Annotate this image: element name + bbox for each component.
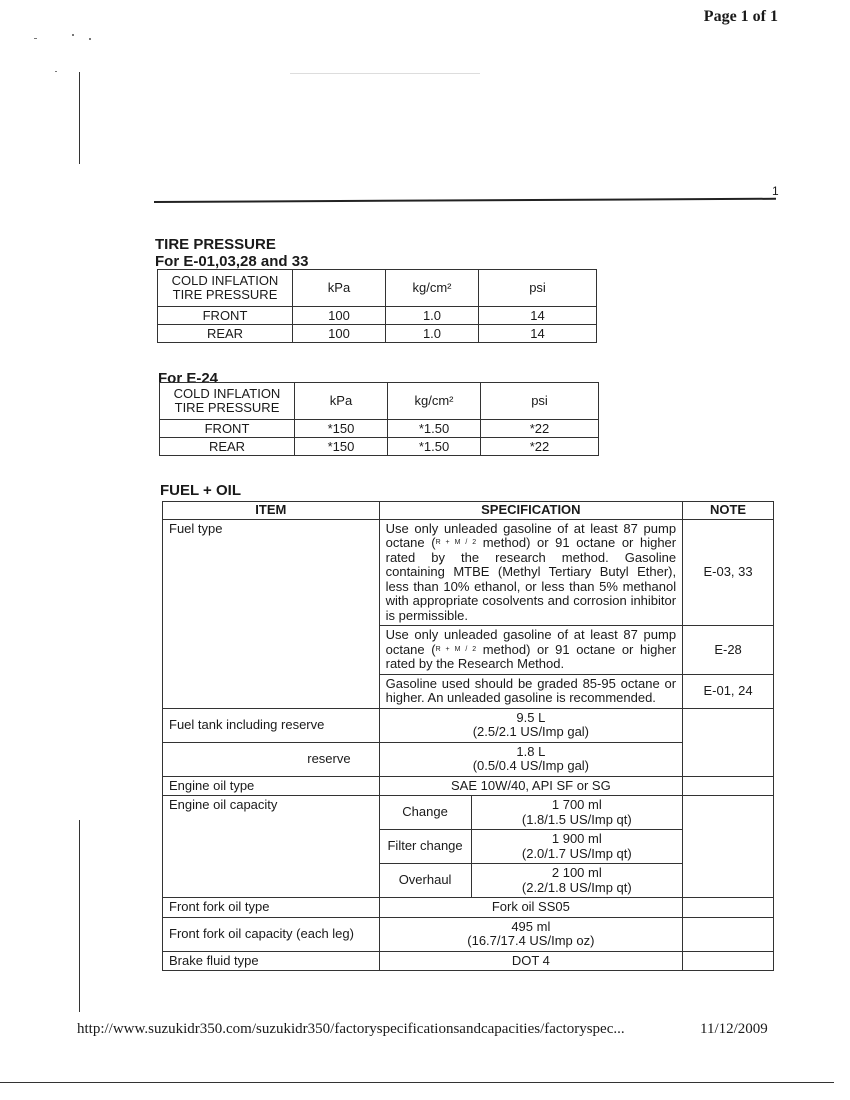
octane-formula: R + M / 2 [435, 645, 477, 653]
fork-oil-type-note [683, 898, 774, 918]
row-label: FRONT [158, 307, 293, 325]
kgcm2-value: *1.50 [388, 420, 481, 438]
kpa-value: *150 [295, 420, 388, 438]
fuel-type-spec-1 [379, 519, 682, 626]
oil-overhaul-value [471, 864, 683, 898]
header-rule [154, 198, 776, 203]
octane-formula: R + M / 2 [435, 539, 477, 546]
reserve-label: reserve [163, 742, 380, 776]
fuel-type-note-1: E-03, 33 [683, 519, 774, 626]
kpa-value: *150 [295, 438, 388, 456]
spec-line: (0.5/0.4 US/Imp gal) [472, 758, 590, 773]
spec-line: 1.8 L [516, 743, 546, 759]
kpa-value: 100 [293, 307, 386, 325]
tire-pressure-table-1 [157, 269, 597, 343]
fork-oil-capacity-note [683, 917, 774, 951]
row-label: REAR [158, 325, 293, 343]
spec-line: 9.5 L [516, 709, 546, 725]
scan-speck [34, 38, 37, 39]
page-number: Page 1 of 1 [703, 8, 778, 25]
fork-oil-capacity-label: Front fork oil capacity (each leg) [163, 917, 380, 951]
psi-value: *22 [481, 420, 599, 438]
table-row [160, 420, 599, 438]
table-row [158, 307, 597, 325]
tire-pressure-table-2 [159, 382, 599, 456]
footer-date: 11/12/2009 [700, 1021, 768, 1037]
fuel-tank-note [683, 708, 774, 776]
table-row [163, 796, 774, 830]
table-header-row [158, 270, 597, 307]
engine-oil-type-note [683, 776, 774, 796]
brake-fluid-spec: DOT 4 [379, 951, 682, 971]
table-row [163, 776, 774, 796]
spec-line: (1.8/1.5 US/Imp qt) [521, 811, 632, 827]
scan-speck [89, 38, 91, 40]
table-row [163, 917, 774, 951]
table-row [163, 742, 774, 776]
fork-oil-type-label: Front fork oil type [163, 898, 380, 918]
fuel-type-note-3: E-01, 24 [683, 674, 774, 708]
row-label: FRONT [160, 420, 295, 438]
tire-table-1-caption: For E-01,03,28 and 33 [155, 253, 309, 270]
psi-value: 14 [479, 325, 597, 343]
spec-text: Use only unleaded gasoline of at least 87 pump octane ( [385, 627, 677, 657]
table-row [160, 438, 599, 456]
row-label: REAR [160, 438, 295, 456]
scan-speck [72, 34, 74, 36]
header-cold-inflation: COLD INFLATION TIRE PRESSURE [160, 383, 295, 420]
footer-url: http://www.suzukidr350.com/suzukidr350/factoryspecificationsandcapacities/factoryspec... [77, 1021, 625, 1037]
spec-line: (16.7/17.4 US/Imp oz) [467, 933, 595, 948]
header-kpa: kPa [295, 383, 388, 420]
spec-line: (2.0/1.7 US/Imp qt) [521, 845, 632, 861]
corner-page-mark: 1 [772, 184, 779, 198]
table-row [163, 708, 774, 742]
table-header-row [160, 383, 599, 420]
scan-faint-line [290, 73, 480, 74]
spec-line: (2.2/1.8 US/Imp qt) [521, 879, 632, 895]
header-item: ITEM [163, 502, 380, 520]
scan-margin-line [79, 72, 80, 164]
oil-change-label: Change [379, 796, 471, 830]
brake-fluid-note [683, 951, 774, 971]
spec-line: (2.5/2.1 US/Imp gal) [472, 724, 590, 739]
header-kpa: kPa [293, 270, 386, 307]
brake-fluid-label: Brake fluid type [163, 951, 380, 971]
spec-text: method) or 91 octane or higher rated by the research method. Gasoline containing MTBE (Methyl Tertiary Butyl Ether), less than 10% ethanol, or less than 5% methanol with appropriate cosolvents and corrosion inhibitor is permissible. [385, 535, 677, 623]
table-row [163, 898, 774, 918]
spec-line: 2 100 ml [551, 865, 602, 880]
table-header-row [163, 502, 774, 520]
psi-value: *22 [481, 438, 599, 456]
scan-margin-line [79, 820, 80, 1012]
engine-oil-type-label: Engine oil type [163, 776, 380, 796]
reserve-spec [379, 742, 682, 776]
engine-oil-capacity-note [683, 796, 774, 898]
header-note: NOTE [683, 502, 774, 520]
kgcm2-value: *1.50 [388, 438, 481, 456]
fuel-type-note-2: E-28 [683, 626, 774, 675]
fuel-type-spec-2 [379, 626, 682, 675]
spec-line: 1 900 ml [551, 831, 602, 846]
fuel-oil-table [162, 501, 774, 971]
fuel-type-label: Fuel type [163, 519, 380, 708]
header-psi: psi [479, 270, 597, 307]
oil-filter-change-label: Filter change [379, 830, 471, 864]
spec-text: Use only unleaded gasoline of at least 87 pump octane ( [385, 520, 677, 550]
fuel-type-spec-3: Gasoline used should be graded 85-95 octane or higher. An unleaded gasoline is recommended. [379, 674, 682, 708]
spec-text: method) or 91 octane or higher rated by the Research Method. [385, 641, 677, 671]
spec-line: 495 ml [511, 918, 551, 934]
engine-oil-capacity-label: Engine oil capacity [163, 796, 380, 898]
fuel-tank-label: Fuel tank including reserve [163, 708, 380, 742]
oil-change-value [471, 796, 683, 830]
engine-oil-type-spec: SAE 10W/40, API SF or SG [379, 776, 682, 796]
oil-filter-change-value [471, 830, 683, 864]
fuel-oil-title: FUEL + OIL [160, 482, 241, 499]
kpa-value: 100 [293, 325, 386, 343]
psi-value: 14 [479, 307, 597, 325]
table-row [163, 951, 774, 971]
kgcm2-value: 1.0 [386, 325, 479, 343]
header-kgcm2: kg/cm² [386, 270, 479, 307]
header-cold-inflation: COLD INFLATION TIRE PRESSURE [158, 270, 293, 307]
scan-speck [55, 71, 57, 72]
fork-oil-type-spec: Fork oil SS05 [379, 898, 682, 918]
tire-pressure-title: TIRE PRESSURE [155, 236, 276, 253]
header-psi: psi [481, 383, 599, 420]
tire-table-2-caption: For E-24 [158, 370, 219, 387]
spec-line: 1 700 ml [551, 797, 602, 812]
header-specification: SPECIFICATION [379, 502, 682, 520]
fuel-tank-spec [379, 708, 682, 742]
kgcm2-value: 1.0 [386, 307, 479, 325]
fork-oil-capacity-spec [379, 917, 682, 951]
oil-overhaul-label: Overhaul [379, 864, 471, 898]
header-kgcm2: kg/cm² [388, 383, 481, 420]
table-row [163, 519, 774, 626]
table-row [158, 325, 597, 343]
footer-rule [0, 1082, 834, 1083]
